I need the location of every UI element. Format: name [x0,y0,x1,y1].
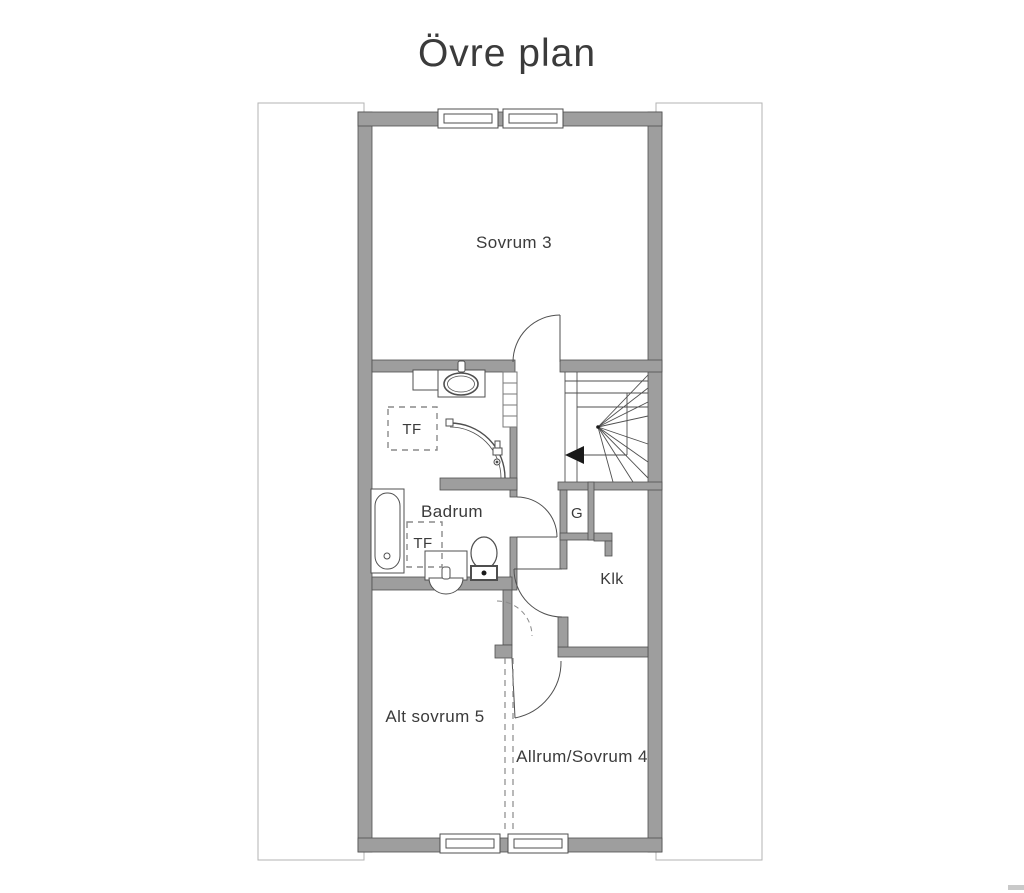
door-sovrum3 [513,315,560,362]
wall-landing-foot [495,645,512,658]
wall-outer-bottom-left [358,838,440,852]
wall-klk-south [558,647,648,657]
label-alt-sovrum5: Alt sovrum 5 [385,707,485,726]
window-bottom-left [440,834,500,853]
stair-winder-center [596,425,600,429]
toilet-icon [471,537,497,580]
wall-garderob-west [560,490,567,569]
wall-sovrum3-south-right [560,360,662,372]
window-bottom-right [508,834,568,853]
door-klk [514,569,562,617]
door-badrum [517,497,557,537]
wall-altsovrum-east [503,590,512,645]
neighbor-unit-left [258,103,364,860]
wall-outer-left [358,112,372,852]
wall-outer-bottom-right [568,838,662,852]
fixtures [371,361,505,594]
wall-outer-top-left [358,112,438,126]
room-labels [385,233,647,766]
label-badrum: Badrum [421,502,483,521]
walls [358,112,662,852]
wall-stair-south [558,482,662,490]
window-top-right [503,109,563,128]
wall-outer-top-mullion [498,112,503,126]
wall-klk-west-stub [558,617,568,647]
page-title-group [418,32,596,75]
wall-klk-north-nib [594,533,612,541]
bathtub-icon [371,489,404,573]
label-garderob: G [570,505,584,522]
shelf-strip [503,372,517,427]
dashed-partition [505,658,513,834]
label-tf-upper: TF [402,421,422,438]
wall-garderob-east [588,482,594,540]
label-klk: Klk [600,571,624,588]
wall-shower-south [440,478,517,490]
staircase [565,372,648,482]
wall-outer-top-right [563,112,662,126]
wall-outer-bottom-mullion [500,838,508,852]
wall-klk-nib-return [605,541,612,556]
stair-direction-arrow [565,446,584,464]
window-top-left [438,109,498,128]
label-tf-lower: TF [413,535,433,552]
door-alt-dashed-swing [497,601,532,636]
label-allrum-sovrum4: Allrum/Sovrum 4 [516,747,648,766]
watermark-fragment [1008,885,1024,890]
neighbor-unit-right [656,103,762,860]
shower-icon [446,419,505,478]
door-allrum [512,658,561,718]
label-sovrum3: Sovrum 3 [476,233,552,252]
page-title: Övre plan [417,32,597,75]
